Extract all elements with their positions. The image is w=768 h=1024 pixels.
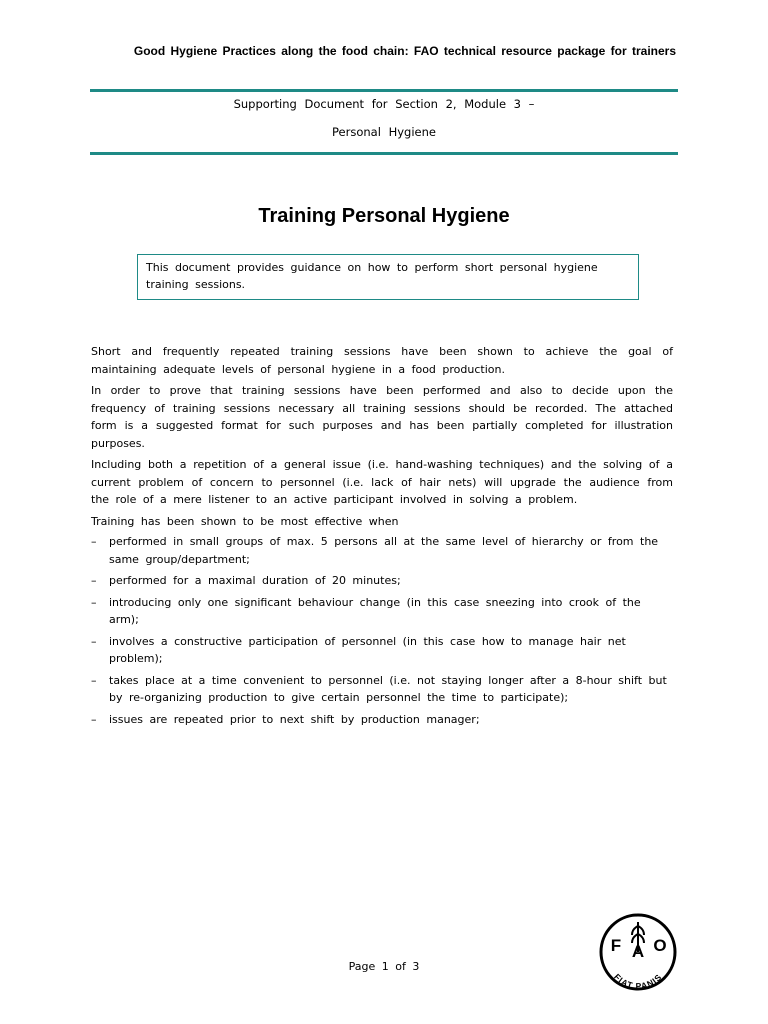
- list-item: – introducing only one significant behaviour change (in this case sneezing into crook of the arm);: [91, 595, 641, 626]
- dash-bullet: –: [91, 712, 97, 726]
- summary-box: This document provides guidance on how to perform short personal hygiene training sessions.: [137, 254, 639, 300]
- svg-text:F: F: [610, 936, 622, 955]
- dash-bullet: –: [91, 673, 97, 687]
- body-text: [91, 343, 673, 732]
- module-name: Personal Hygiene: [332, 125, 436, 139]
- top-rule: [90, 89, 678, 92]
- svg-text:A: A: [631, 942, 645, 961]
- svg-text:O: O: [653, 936, 667, 955]
- document-header: Good Hygiene Practices along the food chain: FAO technical resource package for trainers: [133, 44, 676, 58]
- dash-bullet: –: [91, 535, 97, 548]
- svg-text:FIAT PANIS: FIAT PANIS: [612, 971, 664, 992]
- page-number: Page 1 of 3: [348, 960, 420, 973]
- dash-bullet: –: [91, 574, 97, 587]
- bottom-rule: [90, 152, 678, 155]
- fao-logo-icon: [598, 912, 678, 992]
- paragraph: In order to prove that training sessions have been performed and also to decide upon the frequency of training sessions necessary all training sessions should be recorded. The attached form is a suggested format for such purposes and has been partially completed for illustration purposes.: [91, 384, 673, 450]
- supporting-document-line: Supporting Document for Section 2, Module 3 –: [233, 97, 535, 111]
- list-item: – takes place at a time convenient to personnel (i.e. not staying longer after a 8-hour shift but by re-organizing production to give certain personnel the time to participate);: [91, 673, 667, 704]
- document-title: Training Personal Hygiene: [258, 205, 510, 227]
- paragraph: Including both a repetition of a general issue (i.e. hand-washing techniques) and the solving of a current problem of concern to personnel (i.e. lack of hair nets) will upgrade the audience from the role of a mere listener to an active participant involved in solving a problem.: [91, 458, 673, 506]
- dash-bullet: –: [91, 595, 97, 609]
- list-item: – performed for a maximal duration of 20 minutes;: [91, 572, 673, 590]
- list-item: – performed in small groups of max. 5 persons all at the same level of hierarchy or from the same group/department;: [91, 535, 659, 566]
- effectiveness-list: [91, 533, 673, 728]
- list-item: – issues are repeated prior to next shift by production manager;: [91, 711, 673, 729]
- list-item: – involves a constructive participation of personnel (in this case how to manage hair net problem);: [91, 634, 626, 665]
- paragraph: Short and frequently repeated training sessions have been shown to achieve the goal of maintaining adequate levels of personal hygiene in a food production.: [91, 345, 673, 376]
- dash-bullet: –: [91, 634, 97, 648]
- paragraph: Training has been shown to be most effective when: [91, 514, 399, 528]
